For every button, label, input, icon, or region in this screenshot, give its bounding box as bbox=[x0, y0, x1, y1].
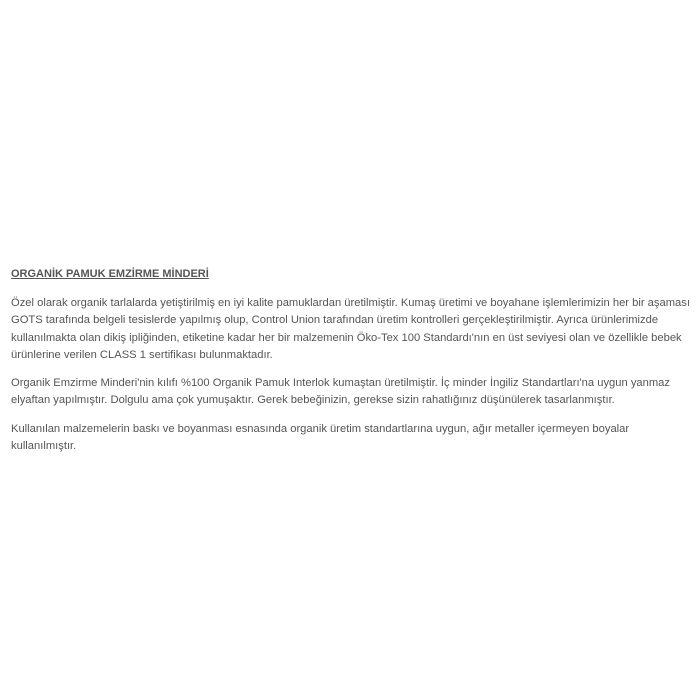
product-description bbox=[11, 266, 695, 466]
product-title: ORGANİK PAMUK EMZİRME MİNDERİ bbox=[11, 268, 209, 280]
description-paragraph-1: Özel olarak organik tarlalarda yetiştirilmiş en iyi kalite pamuklardan üretilmiştir. Kumaş üretimi ve boyahane işlemlerimizin her bir aşaması GOTS tarafında belgeli tesislerde yapılmış olup, Control Union tarafından üretim kontrolleri gerçekleştirilmiştir. Ayrıca ürünlerimizde kullanılmakta olan dikiş ipliğinden, etiketine kadar her bir malzemenin Öko-Tex 100 Standardı'nın en üst seviyesi olan ve özellikle bebek ürünlerine verilen CLASS 1 sertifikası bulunmaktadır. bbox=[11, 297, 690, 361]
description-paragraph-3: Kullanılan malzemelerin baskı ve boyanması esnasında organik üretim standartlarına uygun, ağır metaller içermeyen boyalar kullanılmıştır. bbox=[11, 422, 630, 453]
description-paragraph-2: Organik Emzirme Minderi'nin kılıfı %100 Organik Pamuk Interlok kumaştan üretilmiştir. İç minder İngiliz Standartları'na uygun yanmaz elyaftan yapılmıştır. Dolgulu ama çok yumuşaktır. Gerek bebeğinizin, gerekse sizin rahatlığınız düşünülerek tasarlanmıştır. bbox=[11, 377, 671, 407]
